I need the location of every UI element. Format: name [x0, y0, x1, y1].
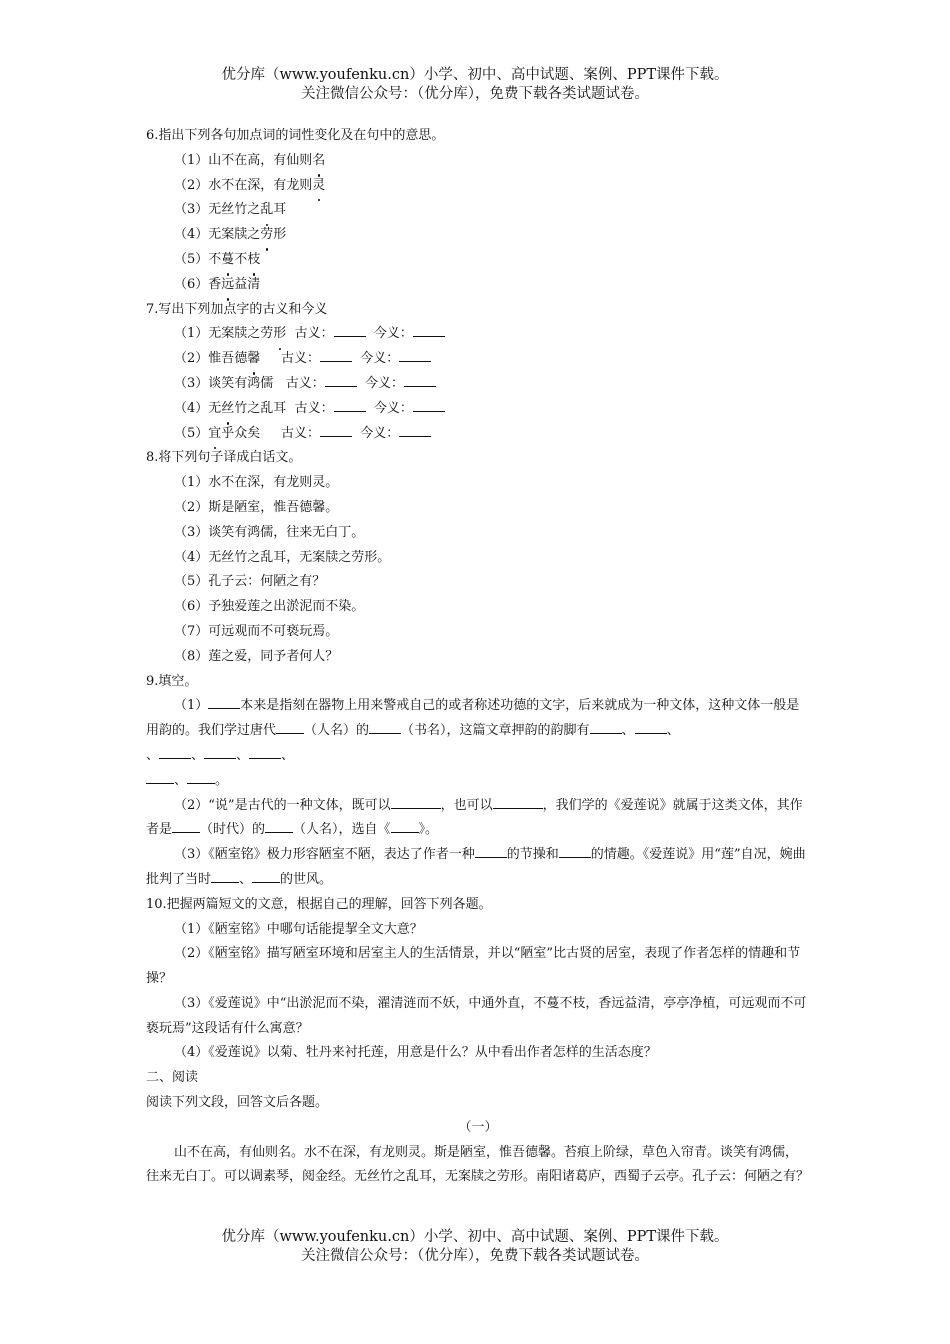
answer-blank — [559, 844, 591, 858]
header-line-2: 关注微信公众号：（优分库），免费下载各类试题试卷。 — [301, 86, 649, 102]
header-line-1: 优分库（www.youfenku.cn）小学、初中、高中试题、案例、PPT课件下载。 — [221, 67, 729, 83]
dotted-char: 远 — [221, 273, 234, 298]
dotted-char: 宜 — [208, 422, 221, 447]
answer-blank — [320, 423, 352, 437]
answer-blank — [493, 795, 543, 809]
answer-blank — [320, 348, 352, 362]
q8-item: （4）无丝竹之乱耳，无案牍之劳形。 — [174, 549, 391, 565]
dotted-char: 蔓 — [221, 248, 234, 273]
q6-item: （2）水不在深，有龙则灵 — [146, 174, 810, 199]
q7-item: （3）谈笑有鸿儒 古义： 今义： — [146, 372, 810, 397]
q8-item: （6）予独爱莲之出淤泥而不染。 — [174, 599, 365, 615]
answer-blank — [208, 695, 240, 709]
answer-blank — [399, 348, 431, 362]
answer-blank — [399, 423, 431, 437]
q6-item: （6）香远益清 — [146, 273, 810, 298]
answer-blank — [391, 795, 441, 809]
q7-title: 7.写出下列加点字的古义和今义 — [146, 301, 328, 317]
q8-item: （3）谈笑有鸿儒，往来无白丁。 — [174, 524, 365, 540]
q10-title: 10.把握两篇短文的文意，根据自己的理解，回答下列各题。 — [146, 896, 492, 912]
q6-item: （5）不蔓不枝 — [146, 248, 810, 273]
answer-blank — [204, 745, 236, 759]
answer-blank — [475, 844, 507, 858]
q7-item: （4）无丝竹之乱耳 古义： 今义： — [146, 397, 810, 422]
footer-line-2: 关注微信公众号：（优分库），免费下载各类试题试卷。 — [301, 1248, 649, 1264]
q9-paragraph-1: （1） 本来是指刻在器物上用来警戒自己的或者称述功德的文字，后来就成为一种文体，这种文体一般是用韵的。我们学过唐代 （人名）的 （书名），这篇文章押韵的韵脚有 、 、 、 、 、 、 、 。 — [146, 694, 810, 793]
q6-item: （4）无案牍之劳形 — [146, 223, 810, 248]
answer-blank — [590, 720, 622, 734]
answer-blank — [187, 770, 215, 784]
reading-intro: 阅读下列文段，回答文后各题。 — [146, 1095, 329, 1111]
answer-blank — [252, 869, 280, 883]
dotted-char: 灵 — [312, 174, 325, 199]
answer-blank — [334, 398, 366, 412]
page-footer — [0, 1228, 950, 1266]
dotted-char: 馨 — [247, 347, 260, 372]
q8-item: （2）斯是陋室，惟吾德馨。 — [174, 499, 339, 515]
q10-item: （1）《陋室铭》中哪句话能提挈全文大意？ — [174, 921, 423, 937]
dotted-char: 名 — [312, 149, 325, 174]
q8-item: （5）孔子云：何陋之有？ — [174, 574, 326, 590]
q7-item: （1）无案牍之劳形 古义： 今义： — [146, 322, 810, 347]
dotted-char: 枝 — [247, 248, 260, 273]
answer-blank — [369, 720, 401, 734]
q8-item: （7）可远观而不可亵玩焉。 — [174, 623, 339, 639]
dotted-char: 乱 — [260, 198, 273, 223]
q7-item: （5）宜乎众矣 古义： 今义： — [146, 422, 810, 447]
answer-blank — [276, 720, 304, 734]
q7-item: （2）惟吾德馨 古义： 今义： — [146, 347, 810, 372]
q6-item: （3）无丝竹之乱耳 — [146, 198, 810, 223]
answer-blank — [159, 745, 191, 759]
footer-line-1: 优分库（www.youfenku.cn）小学、初中、高中试题、案例、PPT课件下载。 — [221, 1229, 729, 1245]
dotted-char: 丝 — [221, 397, 234, 422]
reading-part-label: （一） — [458, 1119, 498, 1135]
answer-blank — [413, 323, 445, 337]
reading-passage: 山不在高，有仙则名。水不在深，有龙则灵。斯是陋室，惟吾德馨。苔痕上阶绿，草色入帘青。谈笑有鸿儒，往来无白丁。可以调素琴，阅金经。无丝竹之乱耳，无案牍之劳形。南阳诸葛庐，西蜀子云亭。孔子云：何陋之有？ — [146, 1144, 810, 1185]
q8-title: 8.将下列句子译成白话文。 — [146, 450, 302, 466]
q10-item: （3）《爱莲说》中“出淤泥而不染，濯清涟而不妖，中通外直，不蔓不枝，香远益清，亭亭净植，可远观而不可亵玩焉”这段话有什么寓意？ — [146, 995, 807, 1036]
answer-blank — [265, 819, 293, 833]
answer-blank — [211, 869, 239, 883]
answer-blank — [146, 770, 174, 784]
q6-title: 6.指出下列各句加点词的词性变化及在句中的意思。 — [146, 128, 445, 143]
q9-paragraph-3: （3）《陋室铭》极力形容陋室不陋，表达了作者一种 的节操和 的情趣。《爱莲说》用“莲”自况，婉曲批判了当时 、 的世风。 — [146, 843, 810, 893]
answer-blank — [249, 745, 281, 759]
q6-item: （1）山不在高，有仙则名 — [146, 149, 810, 174]
dotted-char: 形 — [273, 322, 286, 347]
q9-title: 9.填空。 — [146, 673, 198, 689]
q8-item: （1）水不在深，有龙则灵。 — [174, 475, 339, 491]
answer-blank — [325, 373, 357, 387]
q8-item: （8）莲之爱，同予者何人？ — [174, 648, 339, 664]
answer-blank — [334, 323, 366, 337]
answer-blank — [413, 398, 445, 412]
dotted-char: 劳 — [260, 223, 273, 248]
page-header — [0, 66, 950, 104]
q10-item: （4）《爱莲说》以菊、牡丹来衬托莲，用意是什么？从中看出作者怎样的生活态度？ — [174, 1045, 657, 1061]
q10-item: （2）《陋室铭》描写陋室环境和居室主人的生活情景，并以“陋室”比古贤的居室，表现了作者怎样的情趣和节操？ — [146, 946, 801, 987]
answer-blank — [391, 819, 419, 833]
q9-paragraph-2: （2）“说”是古代的一种文体，既可以 ，也可以 ，我们学的《爱莲说》就属于这类文体，其作者是 （时代）的 （人名），选自《 》。 — [146, 794, 810, 844]
answer-blank — [404, 373, 436, 387]
reading-heading: 二、阅读 — [146, 1070, 199, 1086]
document-body — [146, 124, 810, 1190]
answer-blank — [635, 720, 667, 734]
answer-blank — [172, 819, 200, 833]
